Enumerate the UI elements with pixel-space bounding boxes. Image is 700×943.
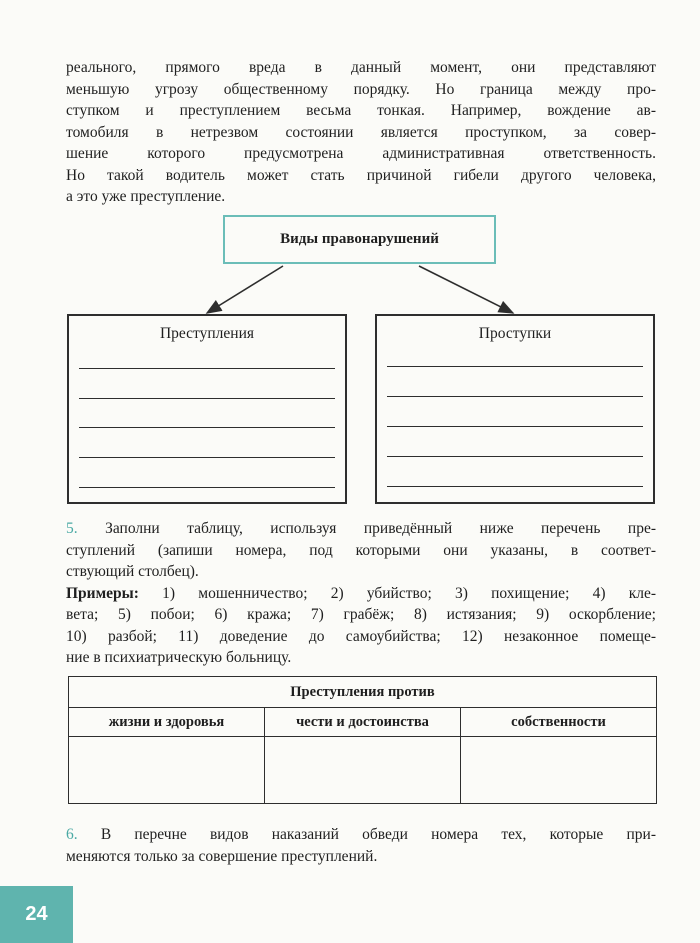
write-line[interactable] — [79, 398, 335, 399]
task-6-line — [66, 824, 656, 846]
write-line[interactable] — [387, 456, 643, 457]
answer-cell-honor[interactable] — [265, 737, 461, 804]
answer-cell-life[interactable] — [69, 737, 265, 804]
write-line[interactable] — [387, 486, 643, 487]
task-number: 6. — [66, 826, 78, 843]
task-6-text: В перечне видов наказаний обведи номера тех, которые при- — [100, 826, 656, 843]
task-6-line: меняются только за совершение преступлений. — [66, 847, 378, 865]
task-5-text: Заполни таблицу, используя приведённый ниже перечень пре- — [105, 520, 656, 537]
examples-label: Примеры: — [66, 584, 139, 602]
intro-line: реального, прямого вреда в данный момент, они представляют — [66, 59, 656, 76]
write-line[interactable] — [387, 366, 643, 367]
intro-line: Но такой водитель может стать причиной гибели другого человека, — [66, 166, 656, 184]
table-header: Преступления против — [69, 677, 657, 708]
misdemeanors-box — [375, 314, 655, 504]
examples-line: ние в психиатрическую больницу. — [66, 649, 292, 666]
write-line[interactable] — [79, 368, 335, 369]
crimes-box — [67, 314, 347, 504]
intro-line: ступком и преступлением весьма тонкая. Например, вождение ав- — [66, 102, 656, 119]
arrow-to-right-icon — [419, 266, 513, 313]
write-line[interactable] — [387, 426, 643, 427]
examples-line: вета; 5) побои; 6) кража; 7) грабёж; 8) истязания; 9) оскорбление; — [66, 606, 656, 623]
intro-line: а это уже преступление. — [66, 188, 226, 205]
arrow-to-left-icon — [207, 266, 283, 313]
write-line[interactable] — [79, 427, 335, 428]
examples-line: 10) разбой; 11) доведение до самоубийства; 12) незаконное помеще- — [66, 627, 656, 645]
diagram-title-box — [223, 215, 496, 264]
write-line[interactable] — [387, 396, 643, 397]
misdemeanors-box-title: Проступки — [478, 325, 552, 342]
column-header-property: собственности — [461, 708, 657, 737]
diagram-title: Виды правонарушений — [280, 231, 439, 247]
task-5-line — [66, 518, 656, 540]
intro-paragraph — [66, 57, 656, 208]
intro-line: шение которого предусмотрена административная ответственность. — [66, 145, 656, 162]
column-header-life: жизни и здоровья — [69, 708, 265, 737]
examples-text: 1) мошенничество; 2) убийство; 3) похищение; 4) кле- — [162, 584, 656, 602]
task-number: 5. — [66, 520, 78, 537]
examples-line — [66, 583, 656, 605]
page-number: 24 — [0, 886, 73, 943]
write-line[interactable] — [79, 457, 335, 458]
write-line[interactable] — [79, 487, 335, 488]
task-5-line: ствующий столбец). — [66, 563, 199, 580]
answer-cell-property[interactable] — [461, 737, 657, 804]
intro-line: меньшую угрозу общественному порядку. Но граница между про- — [66, 80, 656, 98]
column-header-honor: чести и достоинства — [265, 708, 461, 737]
task-5-line: ступлений (запиши номера, под которыми они указаны, в соответ- — [66, 541, 656, 559]
crimes-table — [68, 676, 657, 804]
crimes-box-title: Преступления — [159, 325, 255, 342]
intro-line: томобиля в нетрезвом состоянии является проступком, за совер- — [66, 123, 656, 141]
task-6 — [66, 824, 656, 867]
task-5 — [66, 518, 656, 669]
